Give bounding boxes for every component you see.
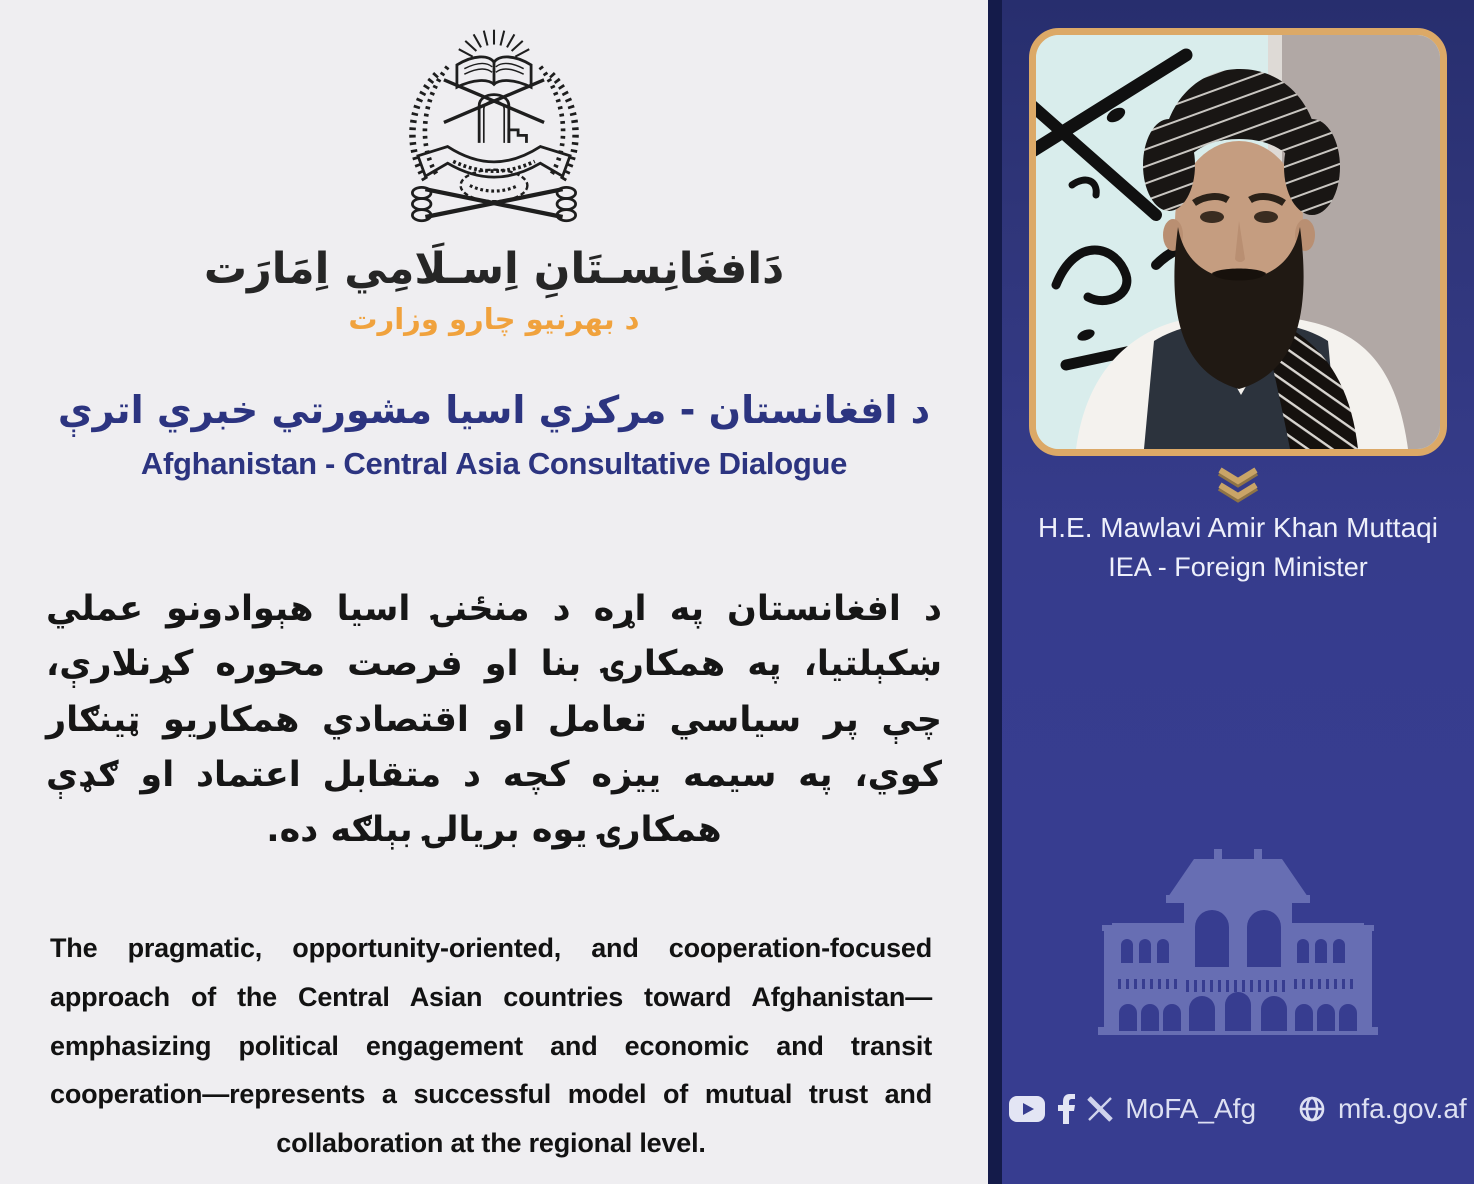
statement-pashto: د افغانستان په اړه د منځنۍ اسیا هېوادونو عملي ښکېلتیا، په همکارۍ بنا او فرصت محوره کړنلارې، چې پر سیاسي تعامل او اقتصادي همکاریو ټینګار کوي، په سیمه ییزه کچه د متقابل اعتماد او ګډې همکارۍ یوه بریالۍ بېلګه ده. <box>46 589 942 851</box>
statement-english: The pragmatic, opportunity-oriented, and cooperation-focused approach of the Central Asian countries toward Afghanistan—emphasizing political engagement and economic and transit cooperation—represents a successful model of mutual trust and collaboration at the regional level. <box>50 933 932 1158</box>
social-handle[interactable]: MoFA_Afg <box>1125 1093 1257 1124</box>
islamic-emirate-emblem-icon <box>392 22 596 234</box>
double-chevron-down-icon <box>1212 466 1264 504</box>
minister-title: IEA - Foreign Minister <box>1108 552 1368 582</box>
minister-name: H.E. Mawlavi Amir Khan Muttaqi <box>1038 512 1438 543</box>
minister-portrait <box>1029 28 1447 456</box>
event-title-english: Afghanistan - Central Asia Consultative Dialogue <box>140 446 848 481</box>
facebook-icon[interactable] <box>1057 1094 1075 1124</box>
globe-icon[interactable] <box>1298 1095 1326 1123</box>
social-footer <box>1002 1093 1474 1125</box>
youtube-icon[interactable] <box>1009 1096 1045 1122</box>
emirate-calligraphy-title: دَافغَانِسـتَانِ اِسـلَامِي اِمَارَت <box>203 244 785 294</box>
ministry-name: د بهرنیو چارو وزارت <box>348 302 640 336</box>
website-link[interactable]: mfa.gov.af <box>1338 1093 1467 1124</box>
side-panel <box>988 0 1474 1184</box>
mofa-building-icon <box>1088 845 1388 1035</box>
event-title-pashto: د افغانستان - مرکزي اسیا مشورتي خبري اترې <box>57 388 931 432</box>
x-icon[interactable] <box>1087 1096 1113 1122</box>
